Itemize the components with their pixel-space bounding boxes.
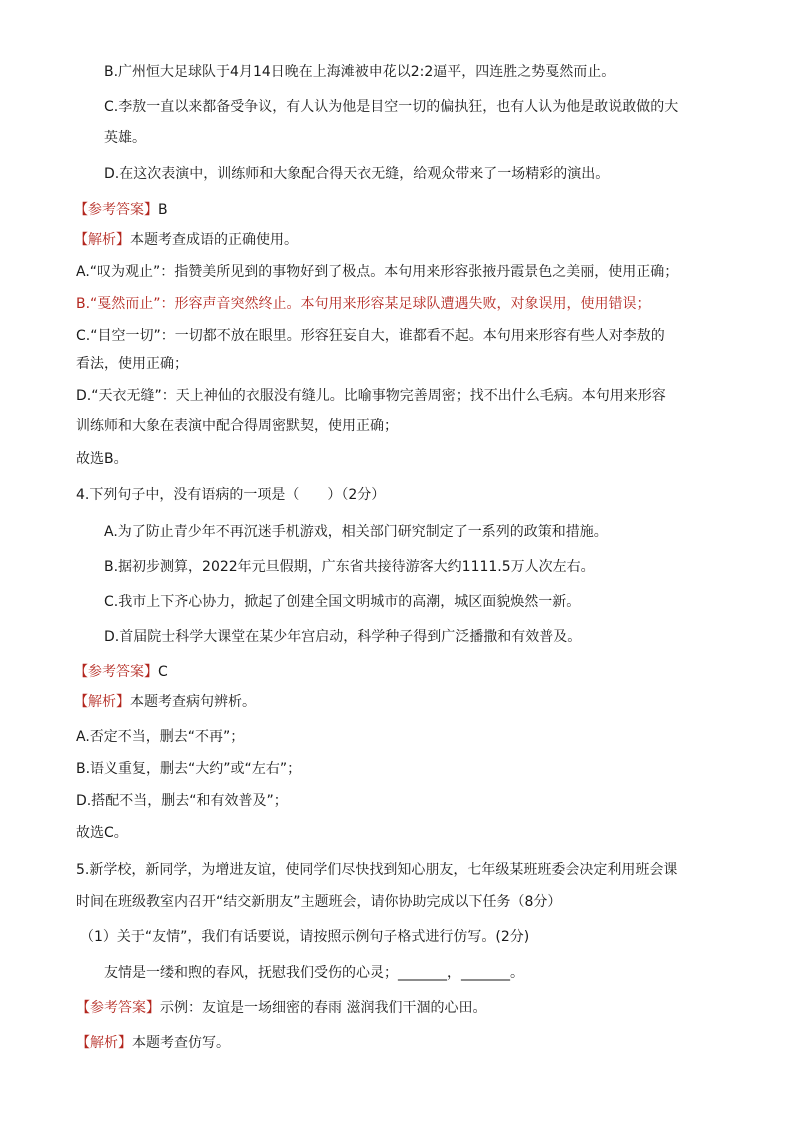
- q5-sub1: （1）关于“友情”，我们有话要说，请按照示例句子格式进行仿写。(2分): [80, 929, 530, 945]
- q4-option-c: C.我市上下齐心协力，掀起了创建全国文明城市的高潮，城区面貌焕然一新。: [104, 594, 581, 610]
- q5-stem-line2: 时间在班级教室内召开“结交新朋友”主题班会，请你协助完成以下任务（8分）: [76, 894, 562, 910]
- q5-answer: [76, 998, 486, 1018]
- q3-option-b: B.广州恒大足球队于4月14日晚在上海滩被申花以2:2逼平，四连胜之势戛然而止。: [104, 64, 616, 80]
- q5-stem-line1: 5.新学校，新同学，为增进友谊，使同学们尽快找到知心朋友，七年级某班班委会决定利用班会课: [76, 862, 678, 878]
- analysis-intro-text: 本题考查成语的正确使用。: [130, 232, 298, 248]
- q4-option-d: D.首届院士科学大课堂在某少年宫启动，科学种子得到广泛播撒和有效普及。: [104, 629, 582, 645]
- q3-option-d: D.在这次表演中，训练师和大象配合得天衣无缝，给观众带来了一场精彩的演出。: [104, 166, 610, 182]
- q3-analysis-d-line1: D.“天衣无缝”：天上神仙的衣服没有缝儿。比喻事物完善周密；找不出什么毛病。本句用来形容: [76, 388, 666, 404]
- answer-tag: 【参考答案】: [74, 664, 158, 680]
- analysis-intro-text: 本题考查仿写。: [132, 1035, 230, 1051]
- q3-analysis-c-line1: C.“目空一切”：一切都不放在眼里。形容狂妄自大，谁都看不起。本句用来形容有些人对李敖的: [76, 328, 665, 344]
- analysis-tag: 【解析】: [76, 1035, 132, 1051]
- q3-option-c-line1: C.李敖一直以来都备受争议，有人认为他是目空一切的偏执狂，也有人认为他是敢说敢做的大: [104, 99, 679, 115]
- analysis-tag: 【解析】: [74, 232, 130, 248]
- answer-tag: 【参考答案】: [76, 1000, 160, 1016]
- q3-analysis-d-line2: 训练师和大象在表演中配合得周密默契，使用正确；: [76, 418, 398, 434]
- q3-analysis-a: A.“叹为观止”：指赞美所见到的事物好到了极点。本句用来形容张掖丹霞景色之美丽，使用正确；: [76, 264, 679, 280]
- q5-analysis-intro: [76, 1033, 230, 1053]
- q4-stem: 4.下列句子中，没有语病的一项是（ ）（2分）: [76, 487, 386, 503]
- q4-conclusion: 故选C。: [76, 825, 128, 841]
- q3-conclusion: 故选B。: [76, 451, 128, 467]
- q4-analysis-a: A.否定不当，删去“不再”；: [76, 729, 245, 745]
- q3-analysis-b: B.“戛然而止”：形容声音突然终止。本句用来形容某足球队遭遇失败，对象误用，使用错误；: [76, 296, 651, 312]
- q4-option-a: A.为了防止青少年不再沉迷手机游戏，相关部门研究制定了一系列的政策和措施。: [104, 524, 608, 540]
- q3-analysis-intro: [74, 230, 298, 250]
- q3-analysis-c-line2: 看法，使用正确；: [76, 356, 188, 372]
- q4-analysis-d: D.搭配不当，删去“和有效普及”；: [76, 793, 288, 809]
- q3-option-c-line2: 英雄。: [104, 130, 146, 146]
- q3-answer: [74, 200, 168, 220]
- q4-answer: [74, 662, 168, 682]
- answer-value: 示例：友谊是一场细密的春雨 滋润我们干涸的心田。: [160, 1000, 487, 1016]
- analysis-intro-text: 本题考查病句辨析。: [130, 694, 256, 710]
- answer-tag: 【参考答案】: [74, 202, 158, 218]
- q5-example: 友情是一缕和煦的春风，抚慰我们受伤的心灵；_______，_______。: [104, 965, 524, 981]
- q4-analysis-b: B.语义重复，删去“大约”或“左右”；: [76, 761, 302, 777]
- analysis-tag: 【解析】: [74, 694, 130, 710]
- q4-option-b: B.据初步测算，2022年元旦假期，广东省共接待游客大约1111.5万人次左右。: [104, 559, 595, 575]
- answer-value: C: [158, 664, 168, 680]
- q4-analysis-intro: [74, 692, 256, 712]
- answer-value: B: [158, 202, 168, 218]
